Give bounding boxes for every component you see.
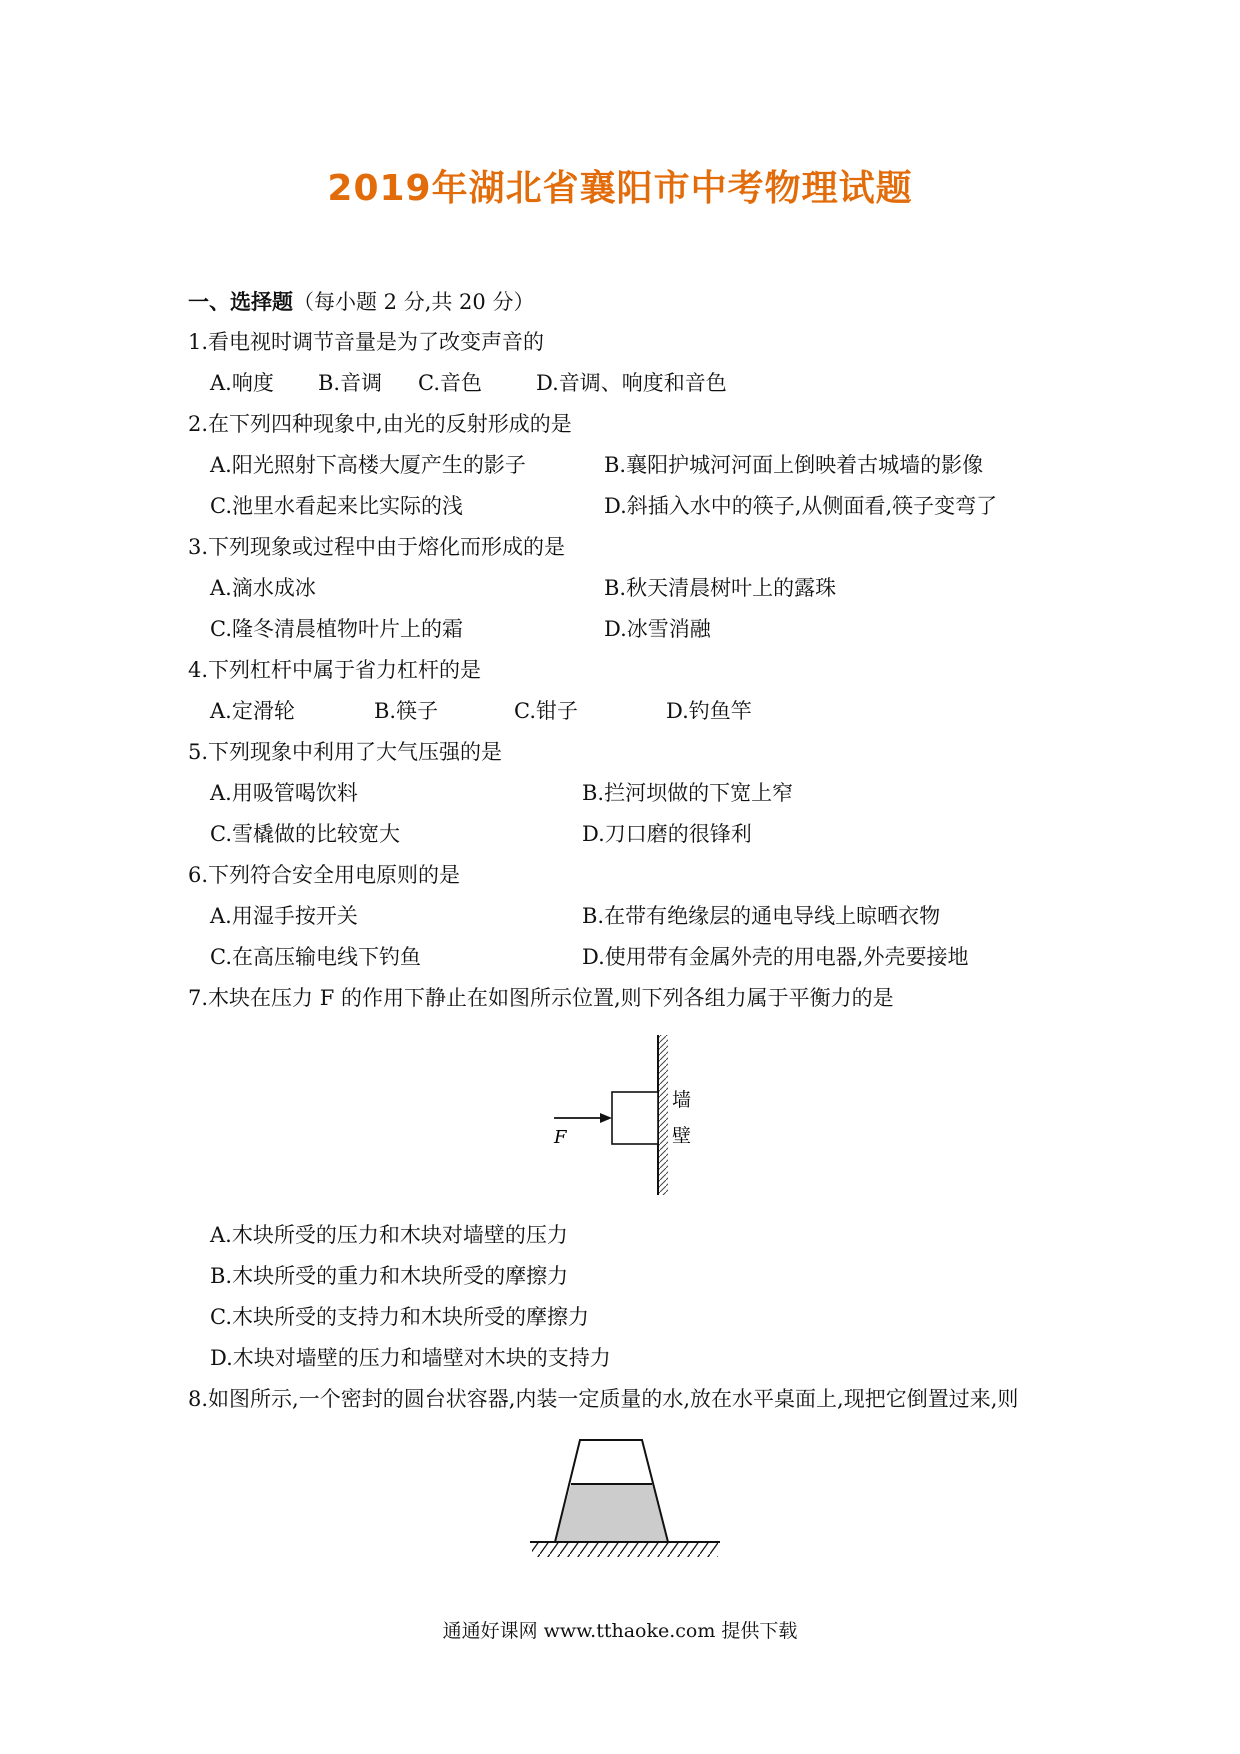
question-3-option-c: C.隆冬清晨植物叶片上的霜 <box>210 617 463 641</box>
table-hatching <box>532 1543 718 1557</box>
question-7-option-d: D.木块对墙壁的压力和墙壁对木块的支持力 <box>210 1346 611 1370</box>
force-arrow-head <box>600 1113 612 1123</box>
frustum-container-figure <box>530 1428 730 1568</box>
question-7-option-a: A.木块所受的压力和木块对墙壁的压力 <box>210 1223 568 1247</box>
question-2-option-b: B.襄阳护城河河面上倒映着古城墙的影像 <box>604 453 984 477</box>
question-5-option-d: D.刀口磨的很锋利 <box>582 822 752 846</box>
page-title: 2019年湖北省襄阳市中考物理试题 <box>327 168 913 209</box>
section-heading <box>188 288 534 316</box>
question-3-option-a: A.滴水成冰 <box>210 576 316 600</box>
question-6-option-a: A.用湿手按开关 <box>210 904 358 928</box>
water <box>555 1484 668 1542</box>
question-6-option-c: C.在高压输电线下钓鱼 <box>210 945 421 969</box>
question-6-option-b: B.在带有绝缘层的通电导线上晾晒衣物 <box>582 904 941 928</box>
question-5-option-c: C.雪橇做的比较宽大 <box>210 822 400 846</box>
question-3-option-d: D.冰雪消融 <box>604 617 711 641</box>
question-1-option-b: B.音调 <box>318 371 383 395</box>
question-2-option-d: D.斜插入水中的筷子,从侧面看,筷子变弯了 <box>604 494 998 518</box>
wooden-block <box>612 1092 658 1144</box>
wall-label-2: 壁 <box>672 1125 692 1147</box>
question-2-option-c: C.池里水看起来比实际的浅 <box>210 494 463 518</box>
question-4-option-c: C.钳子 <box>514 699 578 723</box>
question-2-stem: 2.在下列四种现象中,由光的反射形成的是 <box>188 412 572 436</box>
question-2-option-a: A.阳光照射下高楼大厦产生的影子 <box>210 453 526 477</box>
question-5-option-a: A.用吸管喝饮料 <box>210 781 358 805</box>
question-1-option-a: A.响度 <box>210 371 274 395</box>
question-6-stem: 6.下列符合安全用电原则的是 <box>188 863 461 887</box>
question-3-option-b: B.秋天清晨树叶上的露珠 <box>604 576 837 600</box>
question-7-option-c: C.木块所受的支持力和木块所受的摩擦力 <box>210 1305 589 1329</box>
question-7-option-b: B.木块所受的重力和木块所受的摩擦力 <box>210 1264 569 1288</box>
block-on-wall-figure <box>540 1030 740 1200</box>
page-footer: 通通好课网 www.tthaoke.com 提供下载 <box>442 1620 798 1642</box>
question-8-stem: 8.如图所示,一个密封的圆台状容器,内装一定质量的水,放在水平桌面上,现把它倒置过来,则 <box>188 1387 1019 1411</box>
question-4-option-b: B.筷子 <box>374 699 439 723</box>
question-1-option-d: D.音调、响度和音色 <box>536 371 727 395</box>
question-1-option-c: C.音色 <box>418 371 482 395</box>
question-4-option-d: D.钓鱼竿 <box>666 699 752 723</box>
question-5-option-b: B.拦河坝做的下宽上窄 <box>582 781 794 805</box>
question-6-option-d: D.使用带有金属外壳的用电器,外壳要接地 <box>582 945 969 969</box>
question-4-option-a: A.定滑轮 <box>210 699 295 723</box>
wall-label-1: 墙 <box>672 1089 692 1111</box>
question-3-stem: 3.下列现象或过程中由于熔化而形成的是 <box>188 535 566 559</box>
question-7-stem: 7.木块在压力 F 的作用下静止在如图所示位置,则下列各组力属于平衡力的是 <box>188 986 894 1010</box>
question-5-stem: 5.下列现象中利用了大气压强的是 <box>188 740 503 764</box>
force-label: F <box>554 1127 567 1148</box>
question-1-stem: 1.看电视时调节音量是为了改变声音的 <box>188 330 545 354</box>
question-4-stem: 4.下列杠杆中属于省力杠杆的是 <box>188 658 482 682</box>
wall-hatching <box>658 1035 668 1195</box>
section-heading-label: 一、选择题 <box>188 290 293 314</box>
section-score-note: （每小题 2 分,共 20 分） <box>293 290 535 314</box>
